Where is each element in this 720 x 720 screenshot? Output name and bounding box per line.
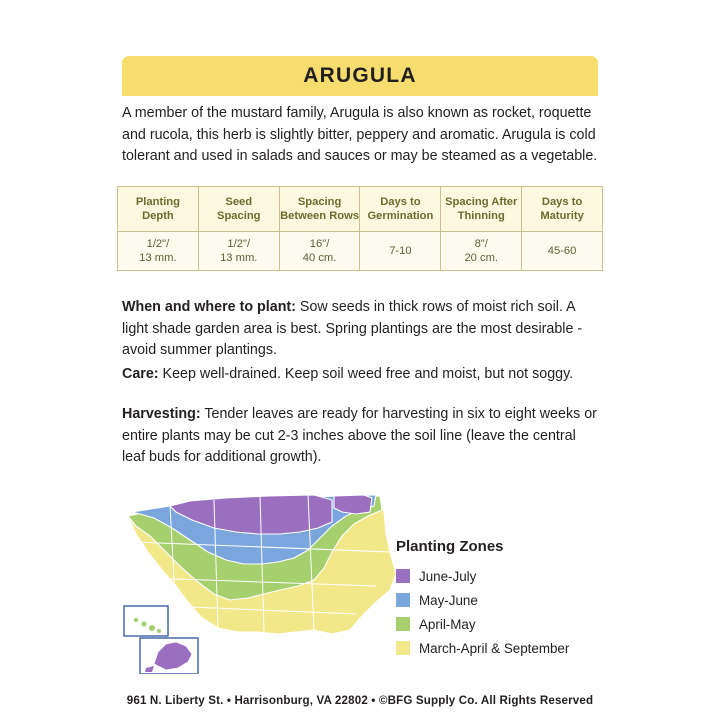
column-header-days-to-germination: Days to Germination bbox=[360, 187, 441, 232]
column-header-spacing-between-rows: Spacing Between Rows bbox=[279, 187, 360, 232]
cell-days-to-germination: 7-10 bbox=[360, 232, 441, 271]
usa-map-svg bbox=[118, 482, 408, 674]
section-body: Tender leaves are ready for harvesting in six to eight weeks or entire plants may be cut 2-3 inches above the soil line (leave the central leaf buds for additional growth). bbox=[122, 406, 597, 465]
legend-item-may-june bbox=[396, 588, 616, 612]
map-inset-alaska bbox=[140, 638, 198, 674]
cell-seed-spacing: 1/2"/ 13 mm. bbox=[198, 232, 279, 271]
cell-spacing-after-thinning: 8"/ 20 cm. bbox=[441, 232, 522, 271]
intro-paragraph: A member of the mustard family, Arugula is also known as rocket, roquette and rucola, this herb is slightly bitter, peppery and aromatic. Arugula is cold tolerant and used in salads and sauces or may be steamed as a vegetable. bbox=[122, 105, 598, 164]
planting-specs-table bbox=[117, 186, 603, 271]
legend-swatch-icon bbox=[396, 641, 410, 655]
section-body: Keep well-drained. Keep soil weed free and moist, but not soggy. bbox=[158, 366, 574, 382]
footer-text: 961 N. Liberty St. • Harrisonburg, VA 22802 • ©BFG Supply Co. All Rights Reserved bbox=[126, 694, 594, 707]
section-harvesting bbox=[122, 404, 602, 469]
legend-item-april-may bbox=[396, 612, 616, 636]
section-heading: Care: bbox=[122, 366, 159, 382]
table-row bbox=[118, 232, 603, 271]
section-heading: Harvesting: bbox=[122, 406, 201, 422]
header-banner bbox=[122, 56, 598, 96]
legend bbox=[396, 538, 616, 660]
legend-item-label: May-June bbox=[419, 592, 478, 608]
legend-swatch-icon bbox=[396, 593, 410, 607]
legend-item-march-april-september bbox=[396, 636, 616, 660]
section-heading: When and where to plant: bbox=[122, 299, 296, 315]
column-header-spacing-after-thinning: Spacing After Thinning bbox=[441, 187, 522, 232]
table-header-row bbox=[118, 187, 603, 232]
column-header-seed-spacing: Seed Spacing bbox=[198, 187, 279, 232]
usa-planting-zone-map bbox=[118, 482, 408, 674]
section-body: Sow seeds in thick rows of moist rich soil. A light shade garden area is best. Spring plantings are the most desirable - avoid summer plantings. bbox=[122, 299, 583, 358]
cell-spacing-between-rows: 16"/ 40 cm. bbox=[279, 232, 360, 271]
column-header-days-to-maturity: Days to Maturity bbox=[522, 187, 603, 232]
section-when-and-where-to-plant bbox=[122, 297, 602, 362]
page-title: ARUGULA bbox=[303, 64, 417, 87]
legend-item-label: June-July bbox=[419, 568, 477, 584]
cell-planting-depth: 1/2"/ 13 mm. bbox=[118, 232, 199, 271]
map-inset-hawaii bbox=[124, 606, 168, 636]
cell-days-to-maturity: 45-60 bbox=[522, 232, 603, 271]
legend-title: Planting Zones bbox=[396, 538, 504, 555]
legend-swatch-icon bbox=[396, 569, 410, 583]
legend-item-label: March-April & September bbox=[419, 640, 570, 656]
section-care bbox=[122, 364, 602, 386]
legend-item-label: April-May bbox=[419, 616, 476, 632]
legend-item-june-july bbox=[396, 564, 616, 588]
legend-swatch-icon bbox=[396, 617, 410, 631]
column-header-planting-depth: Planting Depth bbox=[118, 187, 199, 232]
